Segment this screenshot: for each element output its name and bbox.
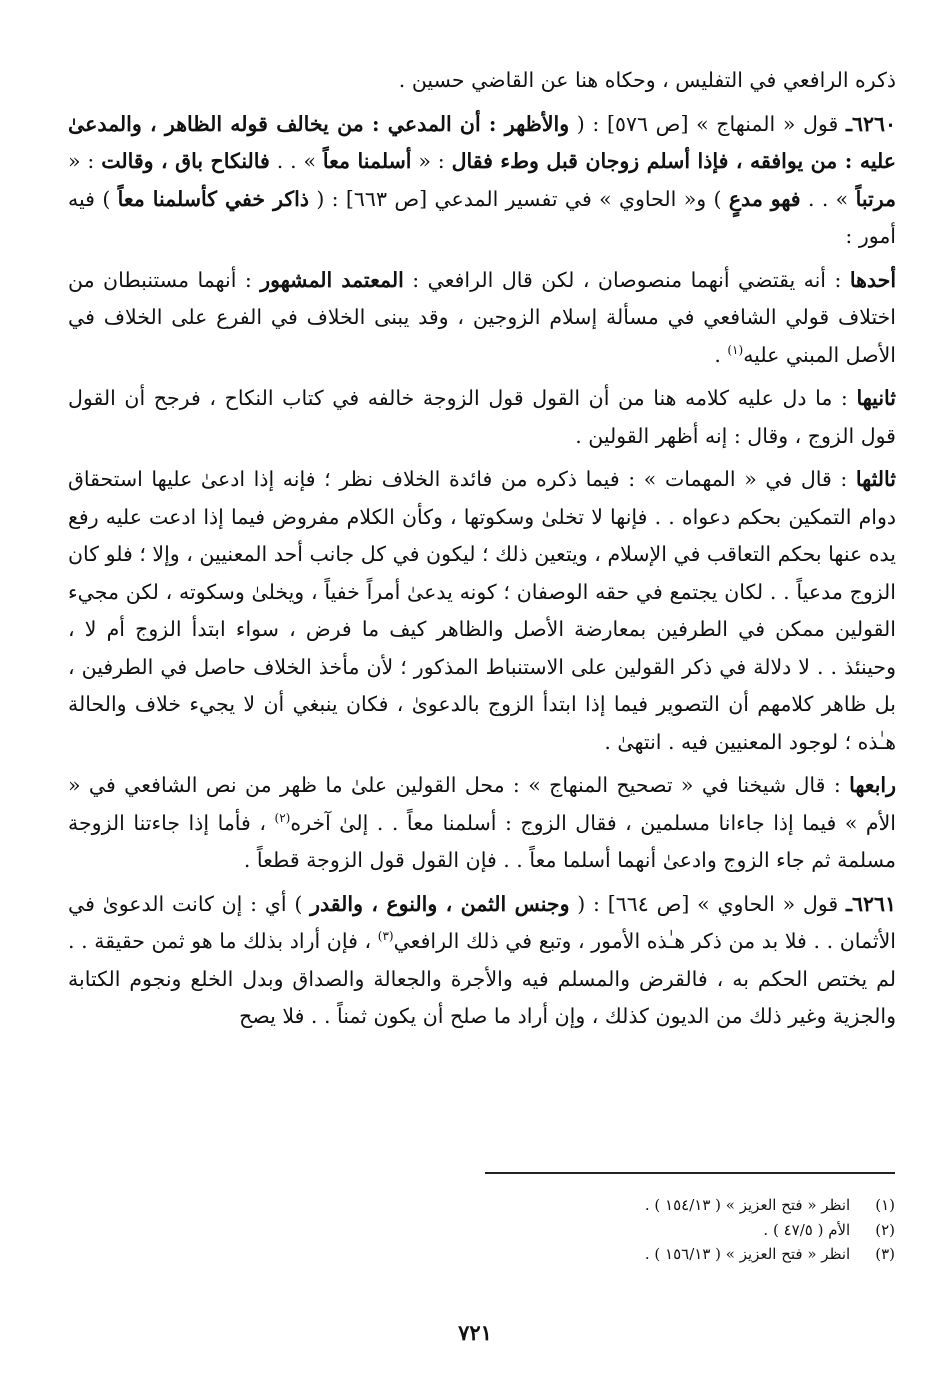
footnote-reference: (٢) [274,810,291,825]
text-segment: » . . [800,186,856,211]
text-segment: ) فيه أمور : [68,186,896,248]
footnote-text: الأم ( ٤٧/٥ ) . [763,1220,851,1239]
footnote-number: (١) [875,1196,895,1214]
bold-text-segment: وجنس الثمن ، والنوع ، والقدر [310,891,570,916]
text-segment: ، فأما إذا جاءتنا الزوجة مسلمة ثم جاء الزوج وادعىٰ أنهما أسلما معاً . . فإن القول قول الزوجة قطعاً . [68,810,896,872]
bold-text-segment: ثالثها [855,467,896,491]
text-segment: : قال في « المهمات » : فيما ذكره من فائدة الخلاف نظر ؛ فإنه إذا ادعىٰ عليها استحقاق دوام التمكين بحكم دعواه . . فإنها لا تخلىٰ وسكوتها ، وكأن الكلام مفروض فيما إذا ادعت عليه رفع يده عنها بحكم التعاقب في الإسلام ، ويتعين ذلك ؛ ليكون في كل جانب أحد المعنيين ، وإلا ؛ فلو كان الزوج مدعياً . . لكان يجتمع في حقه الوصفان ؛ كونه يدعىٰ أمراً خفياً ، ويخلىٰ وسكوته ، لكن مجيء القولين ممكن في الطرفين بمعارضة الأصل والظاهر كيف ما فرض ، سواء ابتدأ الزوج أم لا ، وحينئذ . . لا دلالة في ذكر القولين على الاستنباط المذكور ؛ لأن مأخذ الخلاف حاصل في الطرفين ، بل ظاهر كلامهم أن التصوير فيما إذا ابتدأ الزوج بالدعوىٰ ، فكان ينبغي أن لا يجيء خلاف والحالة هـٰذه ؛ لوجود المعنيين فيه . انتهىٰ . [68,467,896,754]
bold-text-segment: ٦٢٦١ـ [845,891,897,916]
bold-text-segment: المعتمد المشهور [260,267,404,292]
paragraph [68,461,896,761]
footnote-item [420,1218,895,1243]
paragraph [68,62,896,100]
footnotes-section [420,1193,895,1267]
bold-text-segment: فالنكاح باق ، وقالت [101,149,270,173]
footnote-number: (٢) [875,1220,895,1239]
text-segment: » . . [269,149,323,173]
text-segment: : ما دل عليه كلامه هنا من أن القول قول الزوجة خالفه في كتاب النكاح ، فرجح أن القول قول الزوج ، وقال : إنه أظهر القولين . [68,386,896,448]
bold-text-segment: فهو مدعٍ [728,186,801,211]
footnote-item [420,1193,895,1218]
footnote-reference: (١) [727,342,744,357]
text-segment: : أنهما مستنبطان من اختلاف قولي الشافعي في مسألة إسلام الزوجين ، وقد يبنى الخلاف في الفرع على الخلاف في الأصل المبني عليه [68,267,897,367]
paragraph [68,886,896,1036]
text-segment: : قال شيخنا في « تصحيح المنهاج » : محل القولين علىٰ ما ظهر من نص الشافعي في « الأم » فيما إذا جاءانا مسلمين ، فقال الزوج : أسلمنا معاً . . إلىٰ آخره [68,773,896,835]
bold-text-segment: ٦٢٦٠ـ [845,111,897,136]
text-segment: ، فإن أراد بذلك ما هو ثمن حقيقة . . لم يختص الحكم به ، فالقرض والمسلم فيه والأجرة والجعالة والصداق وبدل الخلع ونجوم الكتابة والجزية وغير ذلك من الديون كذلك ، وإن أراد ما صلح أن يكون ثمناً . . فلا يصح [68,929,896,1028]
bold-text-segment: مرتباً [855,186,897,211]
bold-text-segment: أحدها [849,267,897,292]
footnote-text: انظر « فتح العزيز » ( ١٥٦/١٣ ) . [644,1245,851,1263]
footnote-text: انظر « فتح العزيز » ( ١٥٤/١٣ ) . [644,1196,851,1214]
paragraph [68,106,896,256]
bold-text-segment: والأظهر : أن المدعي : من يخالف قوله الظاهر ، والمدعىٰ عليه : من يوافقه ، فإذا أسلم زوجان قبل وطء فقال [68,111,897,173]
bold-text-segment: رابعها [849,773,896,797]
footnote-separator-line [485,1172,895,1174]
paragraph [68,767,896,880]
text-segment: : أنه يقتضي أنهما منصوصان ، لكن قال الرافعي : [403,267,850,292]
bold-text-segment: ذاكر خفي كأسلمنا معاً [117,186,309,211]
text-segment: ) و« الحاوي » في تفسير المدعي [ص ٦٦٣] : ( [308,186,729,211]
paragraph [68,262,896,375]
main-text-body [68,62,896,1036]
bold-text-segment: أسلمنا معاً [322,149,412,173]
paragraph [68,380,896,455]
page-number: ٧٢١ [458,1320,492,1345]
text-segment: قول « المنهاج » [ص ٥٧٦] : ( [569,111,846,136]
text-segment: ذكره الرافعي في التفليس ، وحكاه هنا عن القاضي حسين . [398,68,896,92]
text-segment: : « [411,149,452,173]
text-segment: . [714,342,728,367]
footnote-number: (٣) [875,1245,895,1263]
text-segment: ) أي : إن كانت الدعوىٰ في الأثمان . . فلا بد من ذكر هـٰذه الأمور ، وتبع في ذلك الرافعي [68,891,897,953]
text-segment: : « [68,149,102,173]
text-segment: قول « الحاوي » [ص ٦٦٤] : ( [569,891,846,916]
footnote-reference: (٣) [377,929,394,944]
bold-text-segment: ثانيها [856,386,896,410]
footnote-item [420,1242,895,1267]
